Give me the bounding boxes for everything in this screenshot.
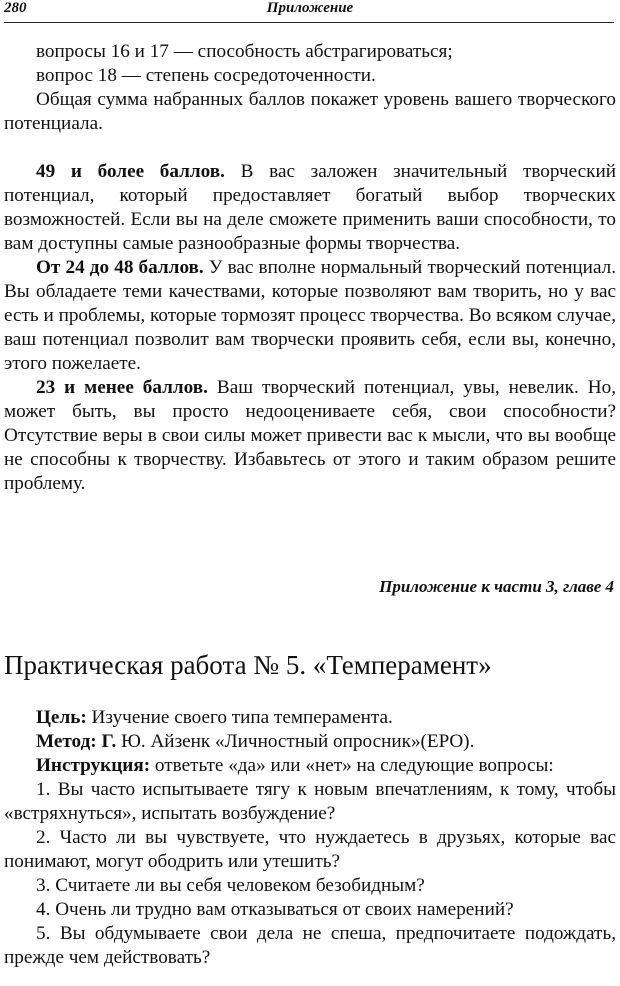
page-number: 280	[4, 0, 27, 16]
intro-line: Общая сумма набранных баллов покажет уровень вашего творческого потенциала.	[4, 89, 616, 134]
instruction-label: Инструкция:	[36, 755, 151, 776]
result-text: В вас заложен значительный творческий потенциал, который предоставляет богатый выбор творческих возможностей. Если вы на деле сможете применить ваши способности, то вам доступны самые разнообразные формы творчества.	[4, 161, 617, 254]
appendix-label: Приложение к части 3, главе 4	[379, 577, 614, 596]
question-item: 5. Вы обдумываете свои дела не спеша, предпочитаете подождать, прежде чем действовать?	[4, 923, 616, 968]
method-text: Ю. Айзенк «Личностный опросник»(EPO).	[121, 731, 475, 752]
goal-text: Изучение своего типа темперамента.	[91, 707, 393, 728]
instruction-text: ответьте «да» или «нет» на следующие вопросы:	[154, 755, 554, 776]
result-label: 23 и менее баллов.	[36, 377, 208, 398]
question-item: 4. Очень ли трудно вам отказываться от своих намерений?	[36, 899, 514, 920]
question-item: 2. Часто ли вы чувствуете, что нуждаетесь в друзьях, которые вас понимают, могут ободрить или утешить?	[4, 827, 616, 872]
body-text	[4, 40, 616, 496]
question-item: 3. Считаете ли вы себя человеком безобидным?	[36, 875, 425, 896]
spacer	[4, 136, 616, 160]
question-item: 1. Вы часто испытываете тягу к новым впечатлениям, к тому, чтобы «встряхнуться», испытать возбуждение?	[4, 779, 616, 824]
intro-line: вопрос 18 — степень сосредоточенности.	[36, 65, 376, 86]
intro-line: вопросы 16 и 17 — способность абстрагироваться;	[36, 41, 453, 62]
method-line	[4, 730, 616, 754]
goal-line	[4, 706, 616, 730]
goal-label: Цель:	[36, 707, 87, 728]
method-label: Метод: Г.	[36, 731, 117, 752]
result-label: 49 и более баллов.	[36, 161, 225, 182]
result-label: От 24 до 48 баллов.	[36, 257, 204, 278]
header-rule	[4, 22, 614, 23]
result-paragraph	[4, 160, 616, 256]
result-paragraph	[4, 256, 616, 376]
page-header	[0, 0, 620, 24]
result-paragraph	[4, 376, 616, 496]
section-title: Практическая работа № 5. «Темперамент»	[4, 650, 492, 680]
section-body	[4, 706, 616, 970]
result-text: Ваш творческий потенциал, увы, невелик. Но, может быть, вы просто недооцениваете себя, свои способности? Отсутствие веры в свои силы может привести вас к мысли, что вы вообще не способны к творчеству. Избавьтесь от этого и таким образом решите проблему.	[4, 377, 617, 494]
instruction-line	[4, 754, 616, 778]
running-title: Приложение	[266, 0, 354, 16]
result-text: У вас вполне нормальный творческий потенциал. Вы обладаете теми качествами, которые позволяют вам творить, но у вас есть и проблемы, которые тормозят процесс творчества. Во всяком случае, ваш потенциал позволит вам творчески проявить себя, если вы, конечно, этого пожелаете.	[4, 257, 617, 374]
